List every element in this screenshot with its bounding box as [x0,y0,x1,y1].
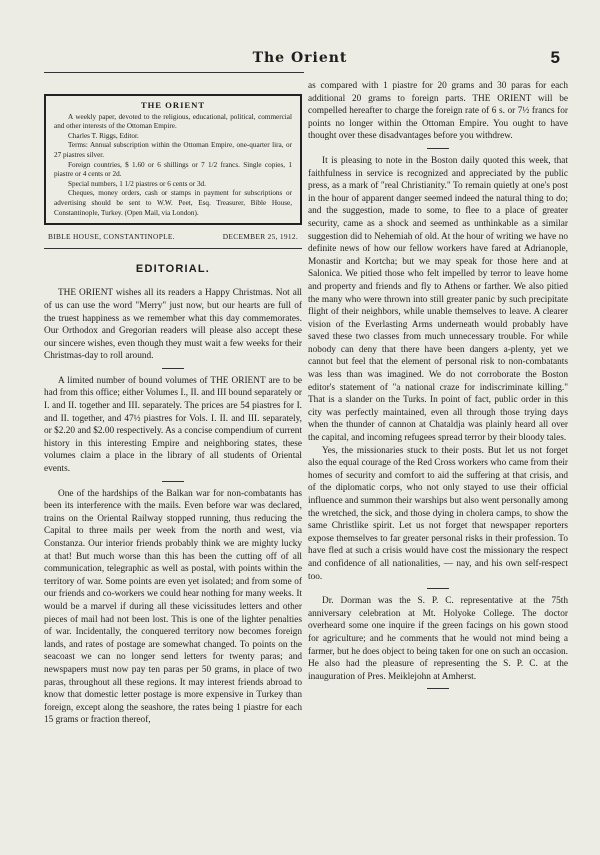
page-number: 5 [550,48,560,67]
masthead-rule [44,72,304,73]
editorial-paragraph-3: One of the hardships of the Balkan war for non-combatants has been its interference with the mails. Even before war was declared, trains on the Oriental Railway stopped running, thus reducing the Capital to three mails per week from the north and west, via Constanza. Our interior friends probably think we are mighty lucky at that! But much worse than this has been the cutting off of all communication, telegraphic as well as postal, with points within the territory of war. Some points are even yet isolated; and from some of our friends and co-workers we could hear nothing for many weeks. It would be a marvel if during all these vicissitudes letters and other pieces of mail had not been lost. This is one of the lighter penalties of war. Incidentally, the conquered territory now becomes foreign lands, and rates of postage are somewhat changed. To points on the seacoast we can no longer send letters for twenty paras; and newspapers must now pay ten paras per 50 grams, in place of two paras, throughout all these regions. It may interest friends abroad to know that domestic letter postage is more expensive in Turkey than foreign, except along the seashore, the rates being 1 piastre for each 15 grams or fraction thereof, [44,488,302,726]
left-column [44,80,302,727]
right-column [308,80,568,695]
info-box-title: THE ORIENT [140,100,206,110]
separator [162,481,184,482]
info-description: A weekly paper, devoted to the religious, educational, political, commercial and other interests of the Ottoman Empire. [54,112,292,131]
info-box [44,94,302,225]
separator [427,688,449,689]
masthead-title: The Orient [252,50,348,66]
separator [427,588,449,589]
editorial-paragraph-4: It is pleasing to note in the Boston daily quoted this week, that faithfulness in service is recognized and appreciated by the public press, as a mark of "real Christianity." To remain quietly at one's post in the hour of apparent danger seemed indeed the natural thing to do; and the suggestion, made to some, to flee to a place of greater security, came as a shock and seemed as unthinkable as a similar suggestion did to Nehemiah of old. At the hour of writing we have no definite news of how our fellow workers have fared at Adrianople, Monastir and Kortcha; but we may speak for those here and at Salonica. We pitied those who felt impelled by terror to leave home and property and friends and fly to Athens or farther. We also pitied the many who were thrown into still greater panic by such precipitate flight of their neighbors, while unable themselves to leave. A clearer vision of the Everlasting Arms underneath would probably have saved these two classes from much unnecessary trouble. For while nobody can deny that there have been dangers a-plenty, yet we cannot but feel that the element of personal risk to non-combatants was less than was imagined. We do not corroborate the Boston editor's statement of "a national craze for indiscriminate killing." That is a slander on the Turks. In point of fact, public order in this city was perfectly maintained, even all through those trying days when the thunder of cannon at Chataldja was plainly heard all over the capital, and incoming refugees spread terror by their bloody tales. [308,155,568,444]
dateline-place: BIBLE HOUSE, CONSTANTINOPLE. [48,232,175,242]
dateline [44,231,302,244]
separator [427,148,449,149]
info-foreign: Foreign countries, $ 1.60 or 6 shillings or 7 1/2 francs. Single copies, 1 piastre or 4 cents or 2d. [54,160,292,179]
separator [162,368,184,369]
editorial-paragraph-6: Dr. Dorman was the S. P. C. representative at the 75th anniversary celebration at Mt. Holyoke College. The doctor overheard some one inquire if the green facings on his gown stood for agriculture; and he comments that he would not mind being a farmer, but he does object to being taken for one on such an occasion. He also had the pleasure of representing the S. P. C. at the inauguration of Pres. Meiklejohn at Amherst. [308,596,568,682]
info-cheques: Cheques, money orders, cash or stamps in payment for subscriptions or advertising should be sent to W.W. Peet, Esq. Treasurer, Bible House, Constantinople, Turkey. (Open Mail, via London). [54,189,292,217]
dateline-date: DECEMBER 25, 1912. [222,232,298,242]
editorial-heading: EDITORIAL. [135,262,211,275]
masthead [0,50,600,72]
info-special: Special numbers, 1 1/2 piastres or 6 cents or 3d. [68,179,206,188]
info-terms: Terms: Annual subscription within the Ottoman Empire, one-quarter lira, or 27 piastres silver. [54,141,292,159]
editorial-paragraph-2: A limited number of bound volumes of THE ORIENT are to be had from this office; either Volumes I., II. and III bound separately or I. and II. together and III. separately. The prices are 54 piastres for I. and II. together, and 47½ piastres for Vols. I. II. and III. separately, or $2.20 and $2.00 respectively. As a concise compendium of current history in this interesting Empire and neighboring states, these volumes claim a place in the library of all students of Oriental events. [44,375,302,475]
editorial-paragraph-5: Yes, the missionaries stuck to their posts. But let us not forget also the equal courage of the Red Cross workers who came from their homes of security and comfort to aid the suffering at that crisis, and of the diplomatic corps, who not only stayed to use their official influence and summon their warships but also went personally among the wretched, the sick, and those dying in cholera camps, to show the same Christlike spirit. Let us not forget that newspaper reporters expose themselves to far greater personal risks in their profession. To have fled at such a crisis would have cost the missionary the respect and confidence of all nationalities, — nay, and his own self-respect too. [308,445,568,582]
editorial-paragraph-1: THE ORIENT wishes all its readers a Happy Christmas. Not all of us can use the word "Merry" just now, but our hearts are full of the truest happiness as we remember what this day commemorates. Our Orthodox and Gregorian readers will please also accept these our sincere wishes, even though they must wait a few weeks for their Christmas-day to roll around. [44,288,302,362]
dateline-rule [44,248,302,249]
editorial-paragraph-3-continued: as compared with 1 piastre for 20 grams and 30 paras for each additional 20 grams to foreign parts. THE ORIENT will be compelled hereafter to charge the foreign rate of 6 s. or 7½ francs for points no longer within the Ottoman Empire. You ought to have thought over these disadvantages before you withdrew. [308,81,568,142]
info-editor: Charles T. Riggs, Editor. [68,131,139,140]
